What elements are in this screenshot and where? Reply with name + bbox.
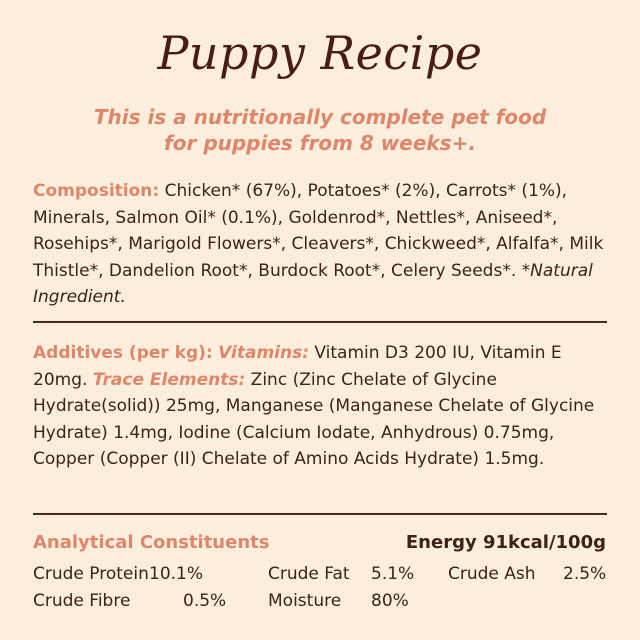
constituent-name: Crude Protein [33,564,149,584]
composition-label: Composition: [33,181,160,201]
energy-value: Energy 91kcal/100g [405,532,606,553]
constituent-value: 2.5% [563,564,607,584]
constituent-name: Crude Ash [448,564,536,584]
constituent-name: Crude Fat [268,564,350,584]
trace-elements-label: Trace Elements: [92,369,246,390]
vitamins-label: Vitamins: [218,343,309,363]
composition-section [33,178,611,311]
natural-ingredient-note: *Natural Ingredient. [33,260,593,307]
subtitle [40,104,600,156]
constituent-name: Moisture [268,591,342,611]
constituent-value: 80% [371,591,409,611]
vitamins-text: Vitamin D3 200 IU, Vitamin E 20mg. [33,343,562,390]
constituents-row-1 [33,564,611,588]
page-title: Puppy Recipe [157,26,483,80]
analytical-constituents-heading: Analytical Constituents [33,532,270,553]
subtitle-line-2: for puppies from 8 weeks+. [164,131,476,155]
trace-elements-text: Zinc (Zinc Chelate of Glycine Hydrate(solid)) 25mg, Manganese (Manganese Chelate of Glycine Hydrate) 1.4mg, Iodine (Calcium Iodate, Anhydrous) 0.75mg, Copper (Copper (II) Chelate of Amino Acids Hydrate) 1.5mg. [33,369,595,469]
constituent-value: 0.5% [183,591,227,611]
additives-section [33,340,611,473]
section-divider [33,321,607,323]
additives-label: Additives (per kg): [33,343,213,363]
constituent-name: Crude Fibre [33,591,131,611]
composition-text: Chicken* (67%), Potatoes* (2%), Carrots* (1%), Minerals, Salmon Oil* (0.1%), Goldenrod*, Nettles*, Aniseed*, Rosehips*, Marigold Flowers*, Cleavers*, Chickweed*, Alfalfa*, Milk Thistle*, Dandelion Root*, Burdock Root*, Celery Seeds*. [33,181,604,281]
constituents-row-2 [33,591,611,615]
constituent-value: 5.1% [371,564,415,584]
constituent-value: 10.1% [149,564,204,584]
subtitle-line-1: This is a nutritionally complete pet food [93,105,547,129]
section-divider [33,513,607,515]
